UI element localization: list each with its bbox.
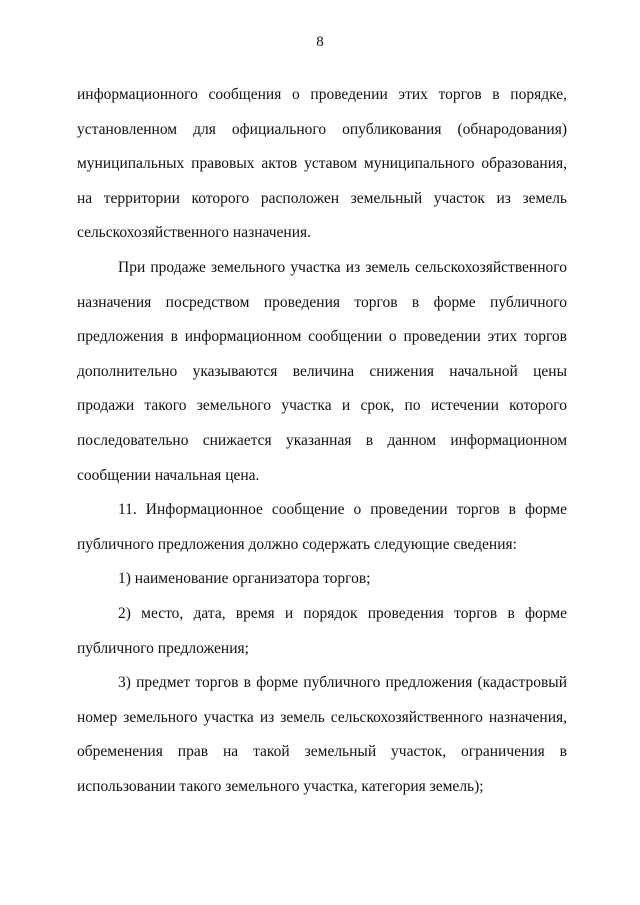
page-number: 8 [316, 34, 324, 50]
paragraph-item-11: 11. Информационное сообщение о проведении торгов в форме публичного предложения должно содержать следующие сведения: [77, 501, 567, 553]
list-item-3: 3) предмет торгов в форме публичного предложения (кадастровый номер земельного участка из земель сельскохозяйственного назначения, обременения прав на такой земельный участок, ограничения в использовании такого земельного участка, категория земель); [77, 674, 567, 795]
list-item-1: 1) наименование организатора торгов; [118, 570, 371, 588]
paragraph-continuation: информационного сообщения о проведении этих торгов в порядке, установленном для официального опубликования (обнародования) муниципальных правовых актов уставом муниципального образования, на территории которого расположен земельный участок из земель сельскохозяйственного назначения. [77, 86, 567, 242]
list-item-2: 2) место, дата, время и порядок проведения торгов в форме публичного предложения; [77, 604, 567, 657]
document-body [77, 78, 567, 804]
paragraph-sale-price-reduction: При продаже земельного участка из земель сельскохозяйственного назначения посредством проведения торгов в форме публичного предложения в информационном сообщении о проведении этих торгов дополнительно указываются величина снижения начальной цены продажи такого земельного участка и срок, по истечении которого последовательно снижается указанная в данном информационном сообщении начальная цена. [77, 258, 567, 484]
